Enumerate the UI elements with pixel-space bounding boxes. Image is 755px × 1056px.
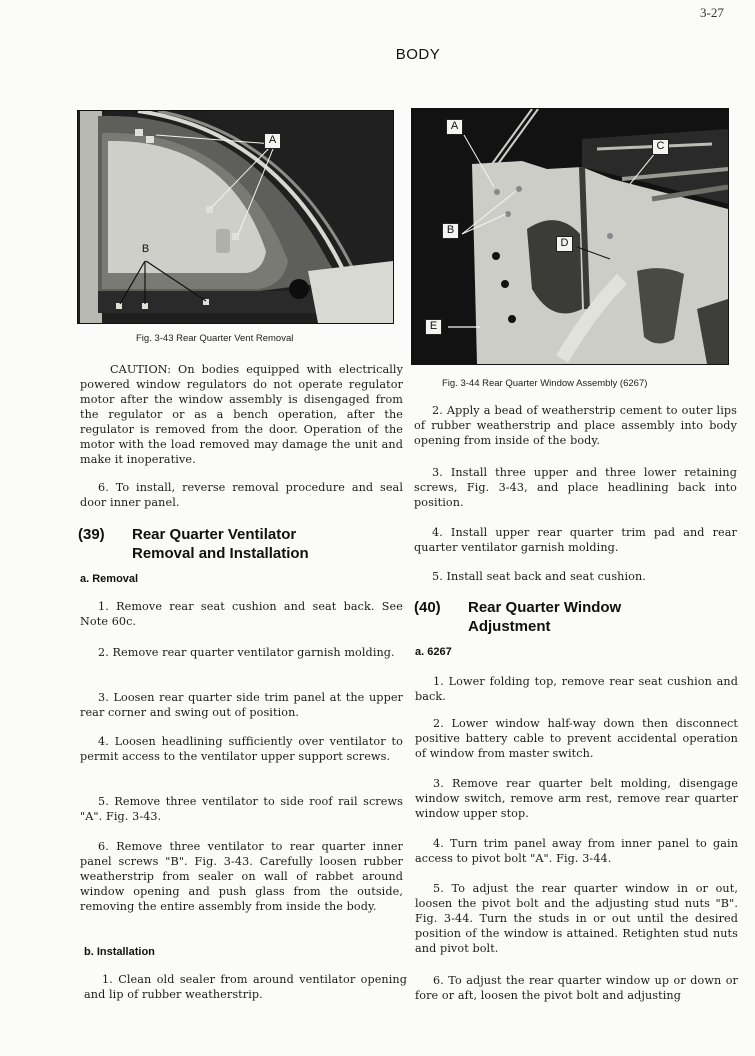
installation-step-3: 3. Install three upper and three lower retaining screws, Fig. 3-43, and place headlining back into position. (414, 466, 737, 509)
installation-step-1: 1. Clean old sealer from around ventilator opening and lip of rubber weatherstrip. (84, 973, 407, 1001)
installation-subheading: b. Installation (84, 946, 155, 958)
adjust-step-3: 3. Remove rear quarter belt molding, disengage window switch, remove arm rest, remove rear quarter window upper stop. (415, 777, 738, 820)
section-39-title-line1: Rear Quarter Ventilator (132, 526, 297, 543)
section-40-heading (414, 598, 734, 638)
section-39-title-line2: Removal and Installation (132, 545, 309, 562)
callout-c: C (652, 139, 669, 155)
section-40-title-line2: Adjustment (468, 618, 551, 635)
section-39-number: (39) (78, 526, 105, 543)
installation-step-4: 4. Install upper rear quarter trim pad and rear quarter ventilator garnish molding. (414, 526, 737, 554)
removal-step-4: 4. Loosen headlining sufficiently over ventilator to permit access to the ventilator upper support screws. (80, 735, 403, 763)
figure-3-44-photo (411, 108, 729, 365)
figure-3-43-photo (77, 110, 394, 324)
installation-step-5: 5. Install seat back and seat cushion. (432, 570, 646, 583)
removal-step-3: 3. Loosen rear quarter side trim panel at the upper rear corner and swing out of position. (80, 691, 403, 719)
figure-3-43-caption: Fig. 3-43 Rear Quarter Vent Removal (136, 333, 294, 344)
vent-window-photo-icon (78, 111, 393, 323)
adjust-step-5: 5. To adjust the rear quarter window in or out, loosen the pivot bolt and the adjusting stud nuts "B". Fig. 3-44. Turn the studs in or out until the desired position of the window is attained. Retighten stud nuts and pivot bolt. (415, 882, 738, 955)
removal-step-6: 6. Remove three ventilator to rear quarter inner panel screws "B". Fig. 3-43. Carefully loosen rubber weatherstrip from sealer on wall of rabbet around window opening and push glass from the outside, removing the entire assembly from inside the body. (80, 840, 403, 913)
section-40-number: (40) (414, 599, 441, 616)
callout-b: B (141, 243, 150, 255)
callout-a: A (446, 119, 463, 135)
caution-paragraph: CAUTION: On bodies equipped with electrically powered window regulators do not operate regulator motor after the window assembly is disengaged from the regulator or as a bench operation, after the regulator is removed from the door. Operation of the motor with the load removed may damage the unit and make it inoperative. (80, 363, 403, 466)
adjust-step-2: 2. Lower window half-way down then disconnect positive battery cable to prevent accidental operation of window from master switch. (415, 717, 738, 760)
adjust-step-4: 4. Turn trim panel away from inner panel to gain access to pivot bolt "A". Fig. 3-44. (415, 837, 738, 865)
adjust-step-1: 1. Lower folding top, remove rear seat cushion and back. (415, 675, 738, 703)
callout-b: B (442, 223, 459, 239)
removal-subheading: a. Removal (80, 573, 139, 585)
figure-3-44-caption: Fig. 3-44 Rear Quarter Window Assembly (6267) (442, 378, 648, 389)
removal-step-2: 2. Remove rear quarter ventilator garnish molding. (98, 646, 395, 659)
callout-e: E (425, 319, 442, 335)
section-header: BODY (395, 46, 441, 63)
removal-step-1: 1. Remove rear seat cushion and seat back. See Note 60c. (80, 600, 403, 628)
callout-a: A (264, 133, 281, 149)
installation-step-2: 2. Apply a bead of weatherstrip cement to outer lips of rubber weatherstrip and place assembly into body opening from inside of the body. (414, 404, 737, 447)
callout-d: D (556, 236, 573, 252)
model-6267-subheading: a. 6267 (415, 646, 452, 658)
section-39-heading (78, 525, 398, 565)
page-number: 3-27 (700, 5, 724, 20)
adjust-step-6: 6. To adjust the rear quarter window up or down or fore or aft, loosen the pivot bolt and adjusting (415, 974, 738, 1002)
section-40-title-line1: Rear Quarter Window (468, 599, 622, 616)
removal-step-5: 5. Remove three ventilator to side roof rail screws "A". Fig. 3-43. (80, 795, 403, 823)
install-step-6: 6. To install, reverse removal procedure and seal door inner panel. (80, 481, 403, 509)
